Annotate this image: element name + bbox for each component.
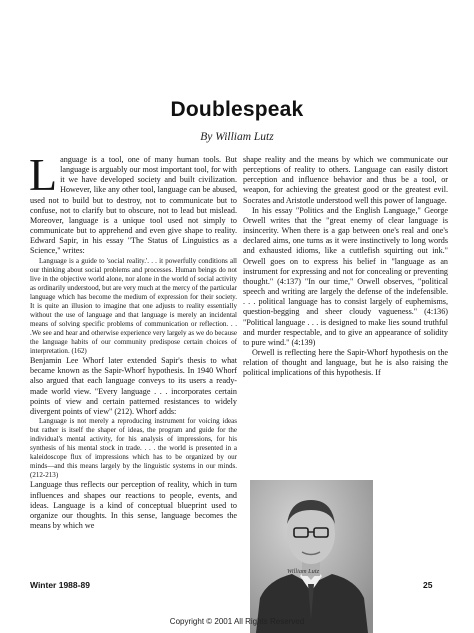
copyright-notice: Copyright © 2001 All Rights Reserved (169, 617, 305, 626)
paragraph-1-text: anguage is a tool, one of many human tools. But language is arguably our most important tool, for with it we have developed society and built civilization. However, like any other tool, language can be abused, used not to build but to destroy, not to communicate but to confuse, not to clarify but to obscure, not to lead but mislead. Moreover, language is a unique tool used not simply to communicate but to apprehend and even give shape to reality. Edward Sapir, in his essay "The Status of Linguistics as a Science," writes: (30, 155, 237, 256)
paragraph-2: Benjamin Lee Whorf later extended Sapir's thesis to what became known as the Sapir-Whorf hypothesis. In 1940 Whorf also argued that each language conveys to its users a ready-made world view. "Every language . . . incorporates certain points of view and certain patterned resistances to widely divergent points of view" (212). Whorf adds: (30, 356, 237, 416)
left-column (29, 149, 237, 531)
article-byline: By William Lutz (200, 131, 274, 143)
page-number: 25 (423, 580, 433, 590)
paragraph-1 (29, 149, 237, 257)
paragraph-3: Language thus reflects our perception of reality, which in turn influences and shapes our reactions to people, events, and ideas. Language is a kind of conceptual blueprint used to organize our thoughts. In this sense, language becomes the means by which we (30, 480, 237, 530)
paragraph-6: Orwell is reflecting here the Sapir-Whorf hypothesis on the relation of thought and language, but he is also raising the political implications of this hypothesis. If (243, 347, 448, 378)
paragraph-5: In his essay "Politics and the English Language," George Orwell writes that the "great enemy of clear language is insincerity. When there is a gap between one's real and one's declared aims, one turns as it were instinctively to long words and exhausted idioms, like a cuttlefish squirting out ink." Orwell goes on to express his belief in "language as an instrument for expressing and not for concealing or preventing thought." (4:137) "In our time," Orwell observes, "political speech and writing are largely the defense of the indefensible. . . . political language has to consist largely of euphemisms, question-begging and sheer cloudy vagueness." (4:136) "Political language . . . is designed to make lies sound truthful and murder respectable, and to give an appearance of solidity to pure wind." (4:139) (243, 205, 448, 347)
article-title: Doublespeak (170, 98, 304, 121)
photo-caption: William Lutz (287, 568, 320, 575)
author-photo (250, 480, 373, 633)
whorf-quote: Language is not merely a reproducing instrument for voicing ideas but rather is itself the shaper of ideas, the program and guide for the individual's mental activity, for his analysis of impressions, for his synthesis of his mental stock in trade. . . . the world is presented in a kaleidoscope flux of impressions which has to be organized by our minds—and this means largely by the linguistic systems in our minds. (212-213) (30, 417, 237, 480)
paragraph-4: shape reality and the means by which we communicate our perceptions of reality to others. Language can easily distort perception and influence behavior and thus be a tool, or weapon, for achieving the greatest good or the greatest evil. Socrates and Aristotle understood well this power of language. (243, 155, 448, 205)
sapir-quote: Language is a guide to 'social reality.'. . . it powerfully conditions all our thinking about social problems and processes. Human beings do not live in the objective world alone, nor alone in the world of social activity as ordinarily understood, but are very much at the mercy of the particular language which has become the medium of expression for their society. It is quite an illusion to imagine that one adjusts to reality essentially without the use of language and that language is merely an incidental means of solving specific problems of communication or reflection. . . .We see and hear and otherwise experience very largely as we do because the language habits of our community predispose certain choices of interpretation. (162) (30, 256, 237, 356)
issue-label: Winter 1988-89 (30, 580, 90, 590)
right-column (243, 155, 448, 378)
drop-cap: L (29, 149, 58, 200)
